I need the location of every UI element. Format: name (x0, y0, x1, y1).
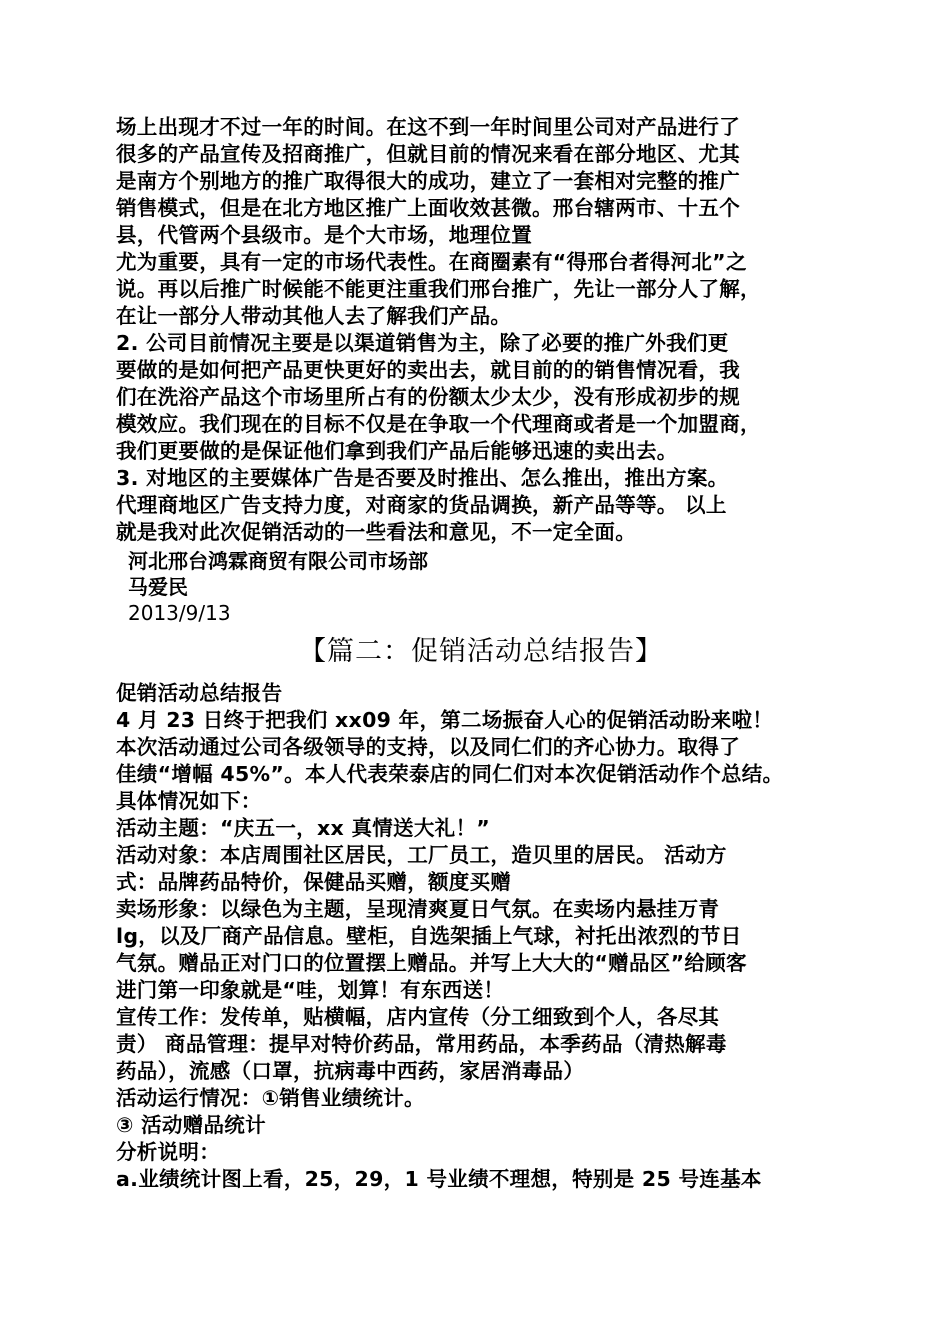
signature-date: 2013/9/13 (128, 601, 231, 625)
text-line: 式：品牌药品特价，保健品买赠，额度买赠 (116, 870, 512, 894)
text-line: a.业绩统计图上看，25，29，1 号业绩不理想，特别是 25 号连基本 (116, 1167, 762, 1191)
text-line: 活动运行情况：①销售业绩统计。 (116, 1086, 425, 1110)
text-line: 要做的是如何把产品更快更好的卖出去，就目前的的销售情况看，我 (116, 358, 740, 382)
text-line: 说。再以后推广时候能不能更注重我们邢台推广，先让一部分人了解， (116, 277, 761, 301)
signature-company: 河北邢台鸿霖商贸有限公司市场部 (128, 549, 428, 573)
text-line: 分析说明： (116, 1140, 220, 1164)
text-line: lg，以及厂商产品信息。壁柜，自选架插上气球，衬托出浓烈的节日 (116, 924, 742, 948)
section-heading: 【篇二：促销活动总结报告】 (299, 636, 663, 667)
signature-name: 马爱民 (128, 575, 188, 599)
text-line: 2. 公司目前情况主要是以渠道销售为主，除了必要的推广外我们更 (116, 331, 729, 355)
text-line: 本次活动通过公司各级领导的支持，以及同仁们的齐心协力。取得了 (116, 735, 740, 759)
text-line: 活动主题：“庆五一，xx 真情送大礼！” (116, 816, 491, 840)
text-line: 我们更要做的是保证他们拿到我们产品后能够迅速的卖出去。 (116, 439, 678, 463)
text-line: 是南方个别地方的推广取得很大的成功，建立了一套相对完整的推广 (116, 169, 740, 193)
text-line: 很多的产品宣传及招商推广，但就目前的情况来看在部分地区、尤其 (116, 142, 740, 166)
text-line: 责） 商品管理：提早对特价药品，常用药品，本季药品（清热解毒 (116, 1032, 727, 1056)
text-line: 3. 对地区的主要媒体广告是否要及时推出、怎么推出，推出方案。 (116, 466, 729, 490)
text-line: 销售模式，但是在北方地区推广上面收效甚微。邢台辖两市、十五个 (116, 196, 740, 220)
text-line: 佳绩“增幅 45%”。本人代表荣泰店的同仁们对本次促销活动作个总结。 (116, 762, 784, 786)
text-line: 县，代管两个县级市。是个大市场，地理位置 (116, 223, 532, 247)
text-line: 模效应。我们现在的目标不仅是在争取一个代理商或者是一个加盟商， (116, 412, 761, 436)
text-line: ③ 活动赠品统计 (116, 1113, 266, 1137)
text-line: 活动对象：本店周围社区居民，工厂员工，造贝里的居民。 活动方 (116, 843, 727, 867)
text-line: 就是我对此次促销活动的一些看法和意见，不一定全面。 (116, 520, 636, 544)
text-line: 卖场形象：以绿色为主题，呈现清爽夏日气氛。在卖场内悬挂万青 (116, 897, 720, 921)
text-line: 进门第一印象就是“哇，划算！有东西送！ (116, 978, 505, 1002)
section-part-one (116, 114, 846, 546)
document-page (116, 114, 846, 1193)
section-part-two (116, 680, 846, 1193)
text-line: 宣传工作：发传单，贴横幅，店内宣传（分工细致到个人，各尽其 (116, 1005, 720, 1029)
text-line: 药品），流感（口罩，抗病毒中西药，家居消毒品） (116, 1059, 585, 1083)
text-line: 代理商地区广告支持力度，对商家的货品调换，新产品等等。 以上 (116, 493, 727, 517)
text-line: 4 月 23 日终于把我们 xx09 年，第二场振奋人心的促销活动盼来啦！ (116, 708, 774, 732)
text-line: 气氛。赠品正对门口的位置摆上赠品。并写上大大的“赠品区”给顾客 (116, 951, 747, 975)
text-line: 们在洗浴产品这个市场里所占有的份额太少太少，没有形成初步的规 (116, 385, 740, 409)
text-line: 尤为重要，具有一定的市场代表性。在商圈素有“得邢台者得河北”之 (116, 250, 747, 274)
text-line: 具体情况如下： (116, 789, 262, 813)
text-line: 在让一部分人带动其他人去了解我们产品。 (116, 304, 512, 328)
report-title: 促销活动总结报告 (116, 681, 283, 705)
text-line: 场上出现才不过一年的时间。在这不到一年时间里公司对产品进行了 (116, 115, 740, 139)
signature-block (116, 548, 846, 626)
